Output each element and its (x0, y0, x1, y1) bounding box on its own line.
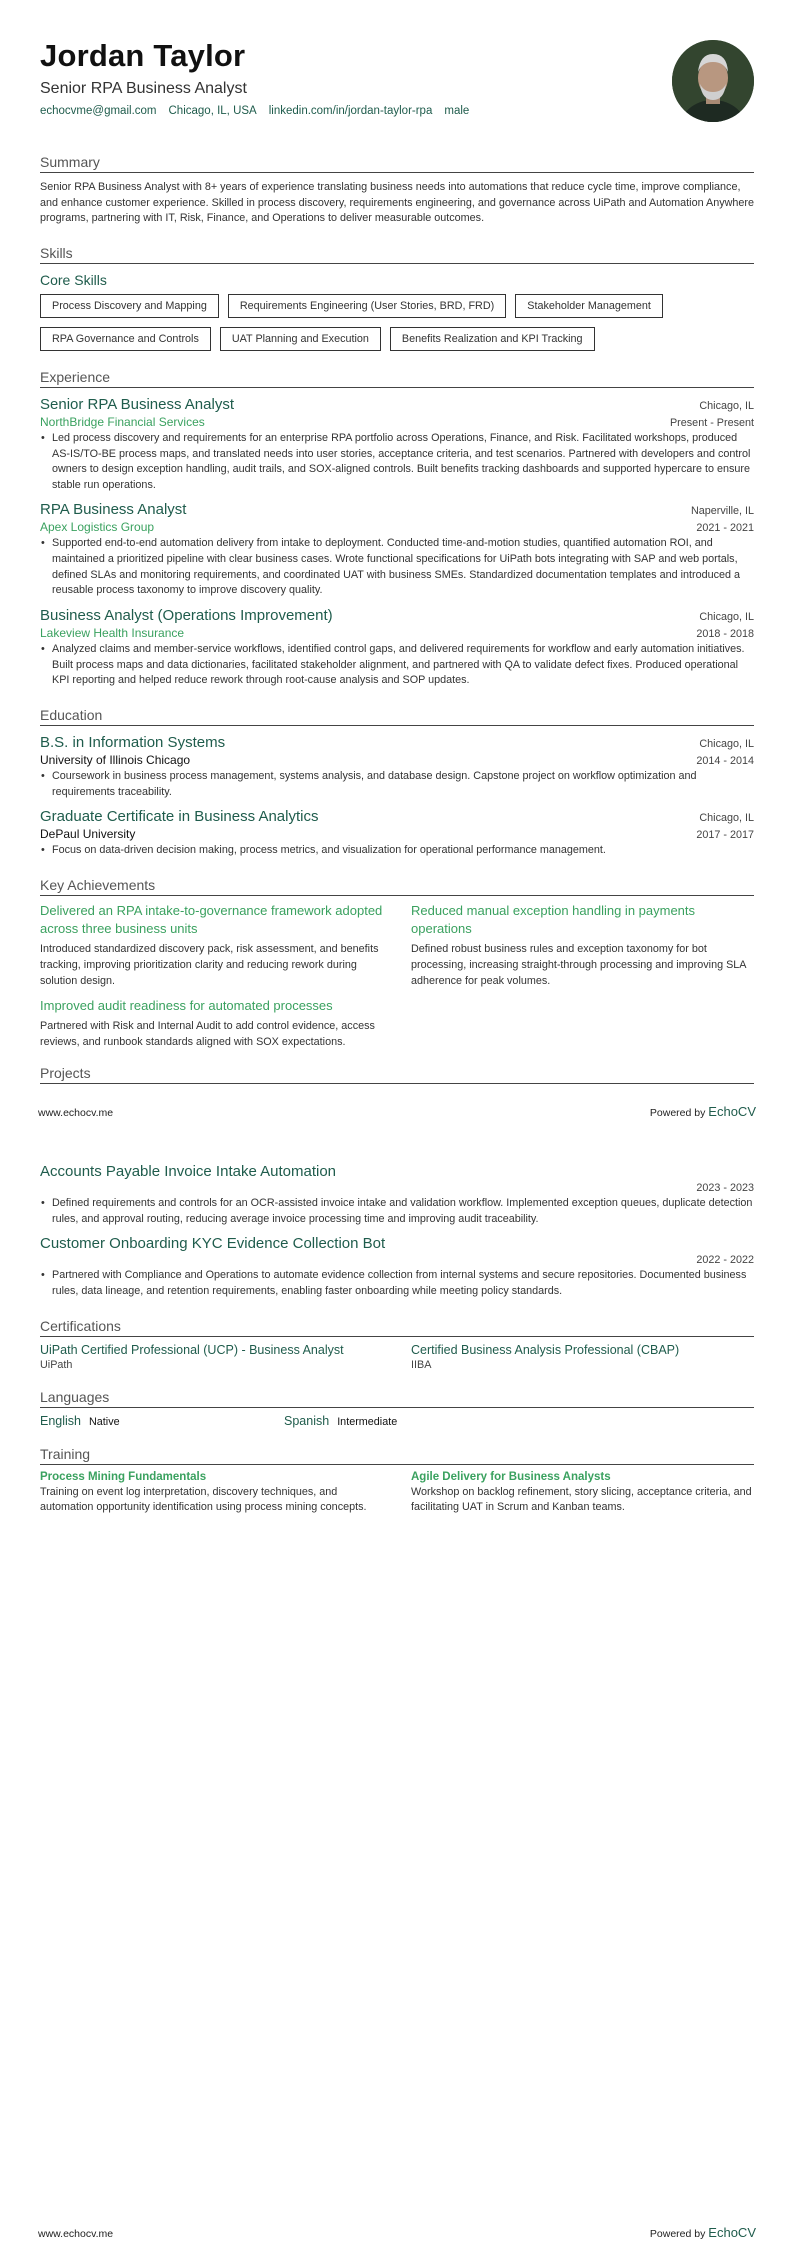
training-grid (40, 1471, 754, 1516)
project-bullet: • Partnered with Compliance and Operations to automate evidence collection from internal systems and secure repositories. Documented business rules, data lineage, and retention requirements, enabling faster onboarding while meeting policy standards. (40, 1268, 754, 1299)
certification-item (411, 1343, 754, 1371)
job-company: Lakeview Health Insurance (40, 626, 185, 641)
certification-issuer: IIBA (411, 1358, 432, 1371)
job-company: NorthBridge Financial Services (40, 414, 205, 429)
languages-section-title: Languages (40, 1389, 754, 1408)
language-name: Spanish (284, 1413, 330, 1428)
project-dates: 2022 - 2022 (696, 1254, 754, 1267)
certification-issuer: UiPath (40, 1358, 73, 1371)
certification-name: UiPath Certified Professional (UCP) - Business Analyst (40, 1342, 344, 1357)
skill-chip: Stakeholder Management (515, 294, 663, 318)
job-dates: Present - Present (669, 416, 754, 429)
skills-section-title: Skills (40, 245, 754, 264)
page-footer (38, 2225, 756, 2240)
language-item (284, 1414, 528, 1428)
project-entry (40, 1163, 754, 1227)
contact-location: Chicago, IL, USA (168, 105, 257, 117)
school-name: University of Illinois Chicago (40, 752, 191, 767)
candidate-headline: Senior RPA Business Analyst (40, 80, 247, 97)
job-bullet: • Led process discovery and requirements for an enterprise RPA portfolio across Operations, Finance, and Risk. Facilitated workshops, produced AS-IS/TO-BE process maps, and translated needs into user stories, acceptance criteria, and test scenarios. Partnered with developers and control owners to design exception handling, audit trails, and SOX-aligned controls. Built benefits tracking dashboards and supported hypercare to ensure stable run operations. (40, 431, 754, 494)
job-dates: 2018 - 2018 (696, 628, 754, 641)
degree-title: B.S. in Information Systems (40, 733, 226, 751)
achievement-title: Improved audit readiness for automated processes (40, 998, 333, 1014)
school-name: DePaul University (40, 827, 136, 842)
education-dates: 2017 - 2017 (696, 829, 754, 842)
job-company: Apex Logistics Group (40, 520, 155, 535)
project-title: Customer Onboarding KYC Evidence Collection Bot (40, 1235, 386, 1253)
job-dates: 2021 - 2021 (696, 522, 754, 535)
language-name: English (40, 1413, 81, 1428)
experience-entry (40, 501, 754, 599)
achievement-description: Partnered with Risk and Internal Audit to add control evidence, access reviews, and runbook standards aligned with SOX expectations. (40, 1020, 375, 1049)
training-section-title: Training (40, 1446, 754, 1465)
education-entry (40, 734, 754, 800)
core-skills-heading: Core Skills (40, 271, 107, 288)
skill-chip: RPA Governance and Controls (40, 327, 211, 351)
job-title: Senior RPA Business Analyst (40, 395, 234, 413)
summary-section-title: Summary (40, 154, 754, 173)
training-description: Training on event log interpretation, discovery techniques, and automation opportunity identification using process mining concepts. (40, 1485, 367, 1514)
skill-chip: Benefits Realization and KPI Tracking (390, 327, 595, 351)
certifications-section-title: Certifications (40, 1318, 754, 1337)
achievement-description: Introduced standardized discovery pack, risk assessment, and benefits tracking, improving prioritization clarity and reducing rework during solution design. (40, 943, 379, 987)
project-title: Accounts Payable Invoice Intake Automation (40, 1163, 337, 1180)
page-footer (38, 1104, 756, 1119)
education-bullet: • Focus on data-driven decision making, process metrics, and visualization for operational performance management. (40, 843, 754, 859)
language-level: Native (89, 1415, 120, 1428)
education-section-title: Education (40, 707, 754, 726)
certifications-grid (40, 1343, 754, 1371)
training-title: Process Mining Fundamentals (40, 1470, 207, 1483)
skills-list (40, 294, 754, 351)
achievements-section-title: Key Achievements (40, 877, 754, 896)
training-item (411, 1471, 754, 1516)
footer-site-link[interactable]: www.echocv.me (38, 2228, 114, 2240)
project-entry (40, 1235, 754, 1299)
training-description: Workshop on backlog refinement, story slicing, acceptance criteria, and facilitating UAT in Scrum and Kanban teams. (411, 1485, 752, 1514)
footer-powered-by: Powered by (649, 2228, 706, 2240)
languages-list (40, 1414, 754, 1428)
education-bullet: • Coursework in business process management, systems analysis, and database design. Capstone project on workflow optimization and requirements traceability. (40, 769, 754, 800)
project-bullet: • Defined requirements and controls for an OCR-assisted invoice intake and validation workflow. Implemented exception queues, duplicate detection rules, and approval routing, reducing average invoice processing time and improving audit traceability. (40, 1196, 754, 1227)
job-location: Chicago, IL (699, 399, 754, 412)
job-title: Business Analyst (Operations Improvement) (40, 607, 333, 625)
experience-entry (40, 607, 754, 689)
summary-text: Senior RPA Business Analyst with 8+ years of experience translating business needs into automations that reduce cycle time, improve compliance, and enhance customer experience. Skilled in process discovery, requirements engineering, and governance across UiPath and Automation Anywhere programs, partnering with IT, Risk, Finance, and Operations to deliver measurable outcomes. (40, 181, 755, 225)
job-bullet: • Analyzed claims and member-service workflows, identified control gaps, and delivered requirements for workflow and early automation initiatives. Built process maps and data dictionaries, facilitated stakeholder alignment, and partnered with QA to validate defect fixes. Produced operational KPI reporting and helped reduce rework through root-cause analysis and SOP updates. (40, 642, 754, 689)
training-item (40, 1471, 383, 1516)
certification-name: Certified Business Analysis Professional (CBAP) (411, 1342, 680, 1357)
contact-linkedin[interactable]: linkedin.com/in/jordan-taylor-rpa (268, 105, 433, 117)
education-dates: 2014 - 2014 (696, 754, 754, 767)
language-level: Intermediate (337, 1415, 398, 1428)
footer-brand-logo: EchoCV (708, 1104, 756, 1119)
achievement-description: Defined robust business rules and exception taxonomy for bot processing, increasing straight-through processing and improving SLA adherence for peak volumes. (411, 943, 746, 987)
candidate-name: Jordan Taylor (40, 38, 246, 73)
resume-page-2 (0, 1123, 794, 2246)
language-item (40, 1414, 284, 1428)
achievement-title: Delivered an RPA intake-to-governance framework adopted across three business units (40, 902, 383, 937)
contact-gender: male (444, 105, 470, 117)
footer-site-link[interactable]: www.echocv.me (38, 1107, 114, 1119)
skill-chip: Requirements Engineering (User Stories, BRD, FRD) (228, 294, 506, 318)
education-location: Chicago, IL (699, 812, 754, 825)
footer-brand-logo: EchoCV (708, 2225, 756, 2240)
job-bullet: • Supported end-to-end automation delivery from intake to deployment. Conducted time-and-motion studies, quantified automation ROI, and maintained a prioritized pipeline with clear business cases. Wrote functional specifications for UiPath bots integrating with SAP and web portals, defined SLAs and monitoring requirements, and coordinated UAT with business SMEs. Standardized documentation templates and introduced a reusable process taxonomy to improve discovery quality. (40, 536, 754, 599)
experience-section-title: Experience (40, 369, 754, 388)
skill-chip: UAT Planning and Execution (220, 327, 381, 351)
job-location: Chicago, IL (699, 611, 754, 624)
experience-entry (40, 396, 754, 494)
contact-email[interactable]: echocvme@gmail.com (40, 105, 157, 117)
projects-section-title: Projects (40, 1065, 754, 1084)
achievements-grid (40, 902, 754, 1059)
achievement-item (411, 902, 754, 1059)
project-dates: 2023 - 2023 (696, 1182, 754, 1194)
footer-powered-by: Powered by (649, 1107, 706, 1119)
training-title: Agile Delivery for Business Analysts (411, 1470, 611, 1483)
skill-chip: Process Discovery and Mapping (40, 294, 219, 318)
education-entry (40, 808, 754, 859)
achievement-title: Reduced manual exception handling in payments operations (411, 902, 696, 937)
achievement-item (40, 902, 383, 1059)
education-location: Chicago, IL (699, 737, 754, 750)
job-location: Naperville, IL (690, 505, 754, 518)
job-title: RPA Business Analyst (40, 501, 187, 519)
certification-item (40, 1343, 383, 1371)
contact-line (40, 105, 754, 117)
degree-title: Graduate Certificate in Business Analytics (40, 808, 319, 826)
